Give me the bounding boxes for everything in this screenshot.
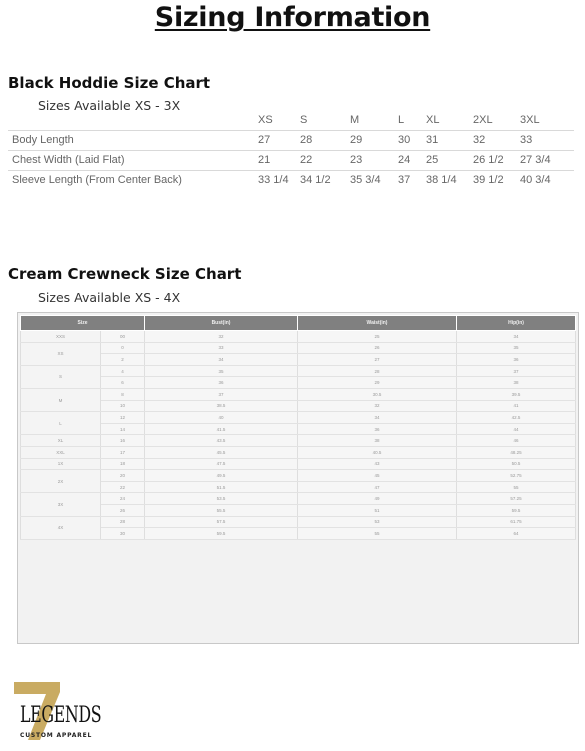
cream-table-row	[21, 470, 576, 482]
cream-measure-value: 40.5	[298, 446, 457, 458]
cream-measure-value: 53.5	[145, 493, 298, 505]
cream-measure-value: 36	[298, 423, 457, 435]
cream-measure-value: 46	[457, 435, 576, 447]
cream-measure-value: 50.5	[457, 458, 576, 470]
hoodie-table-header	[8, 114, 574, 130]
hoodie-table-row	[8, 150, 574, 170]
cream-size-label: 2X	[21, 470, 101, 493]
hoodie-cell-value: 37	[398, 174, 411, 186]
hoodie-cell-value: 35 3/4	[350, 174, 381, 186]
cream-measure-value: 32	[298, 400, 457, 412]
cream-table-row	[21, 331, 576, 343]
cream-size-label: 1X	[21, 458, 101, 470]
cream-table-row	[21, 493, 576, 505]
cream-measure-value: 55	[298, 528, 457, 540]
cream-table-row	[21, 435, 576, 447]
cream-measure-value: 30.5	[298, 388, 457, 400]
cream-table-row	[21, 458, 576, 470]
hoodie-cell-value: 39 1/2	[473, 174, 504, 186]
cream-column-header: Size	[21, 316, 145, 331]
cream-size-label: XS	[21, 342, 101, 365]
hoodie-cell-value: 21	[258, 154, 271, 166]
brand-tagline: CUSTOM APPAREL	[20, 732, 93, 739]
cream-measure-value: 57.5	[145, 516, 298, 528]
cream-size-label: S	[21, 365, 101, 388]
hoodie-cell-value: 27 3/4	[520, 154, 551, 166]
hoodie-cell-value: 33 1/4	[258, 174, 289, 186]
hoodie-column-header: XS	[258, 114, 273, 126]
cream-column-header: Waist(in)	[298, 316, 457, 331]
cream-us-size-value: 28	[101, 516, 145, 528]
page-title: Sizing Information	[154, 2, 431, 33]
cream-table-row	[21, 446, 576, 458]
cream-measure-value: 53	[298, 516, 457, 528]
hoodie-cell-value: 32	[473, 134, 486, 146]
cream-table-row	[21, 516, 576, 528]
cream-us-size-value: 16	[101, 435, 145, 447]
cream-measure-value: 44	[457, 423, 576, 435]
cream-measure-value: 25	[298, 331, 457, 343]
cream-us-size-value: 20	[101, 470, 145, 482]
cream-us-size-value: 10	[101, 400, 145, 412]
hoodie-cell-value: 26 1/2	[473, 154, 504, 166]
cream-size-label: 4X	[21, 516, 101, 539]
hoodie-cell-value: 27	[258, 134, 271, 146]
cream-measure-value: 27	[298, 354, 457, 366]
cream-size-label: XXS	[21, 331, 101, 343]
hoodie-cell-value: 28	[300, 134, 313, 146]
cream-measure-value: 59.5	[145, 528, 298, 540]
cream-table-row	[21, 354, 576, 366]
cream-table-header	[21, 316, 576, 331]
cream-us-size-value: 30	[101, 528, 145, 540]
hoodie-cell-value: 38 1/4	[426, 174, 457, 186]
cream-table-row	[21, 365, 576, 377]
cream-us-size-value: 00	[101, 331, 145, 343]
cream-measure-value: 57.25	[457, 493, 576, 505]
cream-table-row	[21, 481, 576, 493]
hoodie-cell-value: 23	[350, 154, 363, 166]
cream-measure-value: 29	[298, 377, 457, 389]
cream-measure-value: 61.75	[457, 516, 576, 528]
cream-table-row	[21, 400, 576, 412]
cream-measure-value: 55.5	[145, 504, 298, 516]
cream-us-size-value: 8	[101, 388, 145, 400]
cream-us-size-value: 0	[101, 342, 145, 354]
cream-measure-value: 38	[457, 377, 576, 389]
cream-measure-value: 35	[145, 365, 298, 377]
cream-section-title: Cream Crewneck Size Chart	[8, 265, 242, 283]
cream-measure-value: 35	[457, 342, 576, 354]
cream-measure-value: 37	[457, 365, 576, 377]
cream-measure-value: 41	[457, 400, 576, 412]
cream-table-row	[21, 377, 576, 389]
hoodie-column-header: 3XL	[520, 114, 540, 126]
cream-size-label: XL	[21, 435, 101, 447]
hoodie-cell-value: 25	[426, 154, 439, 166]
cream-us-size-value: 22	[101, 481, 145, 493]
hoodie-column-header: XL	[426, 114, 440, 126]
cream-table-row	[21, 528, 576, 540]
cream-table-row	[21, 504, 576, 516]
cream-measure-value: 33	[145, 342, 298, 354]
cream-measure-value: 26	[298, 342, 457, 354]
cream-us-size-value: 2	[101, 354, 145, 366]
cream-measure-value: 38	[298, 435, 457, 447]
hoodie-section-title: Black Hoddie Size Chart	[8, 74, 211, 92]
hoodie-cell-value: 40 3/4	[520, 174, 551, 186]
cream-measure-value: 48.25	[457, 446, 576, 458]
hoodie-section-subtitle: Sizes Available XS - 3X	[38, 98, 181, 113]
cream-column-header: Bust(in)	[145, 316, 298, 331]
cream-measure-value: 34	[145, 354, 298, 366]
cream-measure-value: 47.5	[145, 458, 298, 470]
cream-measure-value: 49.5	[145, 470, 298, 482]
hoodie-column-header: S	[300, 114, 308, 126]
cream-table-row	[21, 412, 576, 424]
cream-table-row	[21, 342, 576, 354]
brand-logo	[12, 680, 122, 748]
cream-measure-value: 43.5	[145, 435, 298, 447]
cream-measure-value: 37	[145, 388, 298, 400]
cream-size-table	[17, 312, 579, 644]
cream-measure-value: 41.5	[145, 423, 298, 435]
cream-us-size-value: 17	[101, 446, 145, 458]
cream-size-label: 3X	[21, 493, 101, 516]
hoodie-column-header: L	[398, 114, 405, 126]
cream-measure-value: 55	[457, 481, 576, 493]
hoodie-cell-value: 30	[398, 134, 411, 146]
cream-measure-value: 64	[457, 528, 576, 540]
hoodie-cell-value: 31	[426, 134, 439, 146]
cream-measure-value: 34	[457, 331, 576, 343]
cream-measure-value: 36	[145, 377, 298, 389]
hoodie-row-label: Sleeve Length (From Center Back)	[12, 174, 182, 186]
cream-measure-value: 43	[298, 458, 457, 470]
cream-measure-value: 47	[298, 481, 457, 493]
cream-size-label: L	[21, 412, 101, 435]
cream-us-size-value: 12	[101, 412, 145, 424]
cream-measure-value: 36	[457, 354, 576, 366]
hoodie-cell-value: 33	[520, 134, 533, 146]
hoodie-cell-value: 24	[398, 154, 411, 166]
hoodie-size-table	[8, 114, 574, 190]
cream-measure-value: 59.5	[457, 504, 576, 516]
cream-table-row	[21, 388, 576, 400]
cream-section-subtitle: Sizes Available XS - 4X	[38, 290, 181, 305]
cream-measure-value: 34	[298, 412, 457, 424]
cream-measure-value: 45	[298, 470, 457, 482]
cream-measure-value: 51	[298, 504, 457, 516]
hoodie-cell-value: 29	[350, 134, 363, 146]
cream-measure-value: 39.5	[457, 388, 576, 400]
cream-table-row	[21, 423, 576, 435]
cream-measure-value: 40	[145, 412, 298, 424]
cream-measure-value: 49	[298, 493, 457, 505]
hoodie-column-header: 2XL	[473, 114, 493, 126]
hoodie-cell-value: 22	[300, 154, 313, 166]
cream-us-size-value: 6	[101, 377, 145, 389]
hoodie-table-row	[8, 170, 574, 190]
cream-us-size-value: 14	[101, 423, 145, 435]
cream-us-size-value: 26	[101, 504, 145, 516]
cream-measure-value: 45.5	[145, 446, 298, 458]
cream-size-label: XXL	[21, 446, 101, 458]
cream-measure-value: 32	[145, 331, 298, 343]
cream-measure-value: 51.5	[145, 481, 298, 493]
cream-us-size-value: 24	[101, 493, 145, 505]
cream-measure-value: 38.5	[145, 400, 298, 412]
cream-measure-value: 42.5	[457, 412, 576, 424]
cream-us-size-value: 18	[101, 458, 145, 470]
cream-column-header: Hip(in)	[457, 316, 576, 331]
brand-wordmark: LEGENDS	[20, 703, 102, 728]
cream-measure-value: 52.75	[457, 470, 576, 482]
cream-size-label: M	[21, 388, 101, 411]
cream-measure-value: 28	[298, 365, 457, 377]
cream-us-size-value: 4	[101, 365, 145, 377]
hoodie-row-label: Chest Width (Laid Flat)	[12, 154, 125, 166]
hoodie-cell-value: 34 1/2	[300, 174, 331, 186]
hoodie-row-label: Body Length	[12, 134, 74, 146]
hoodie-table-row	[8, 130, 574, 150]
hoodie-column-header: M	[350, 114, 360, 126]
